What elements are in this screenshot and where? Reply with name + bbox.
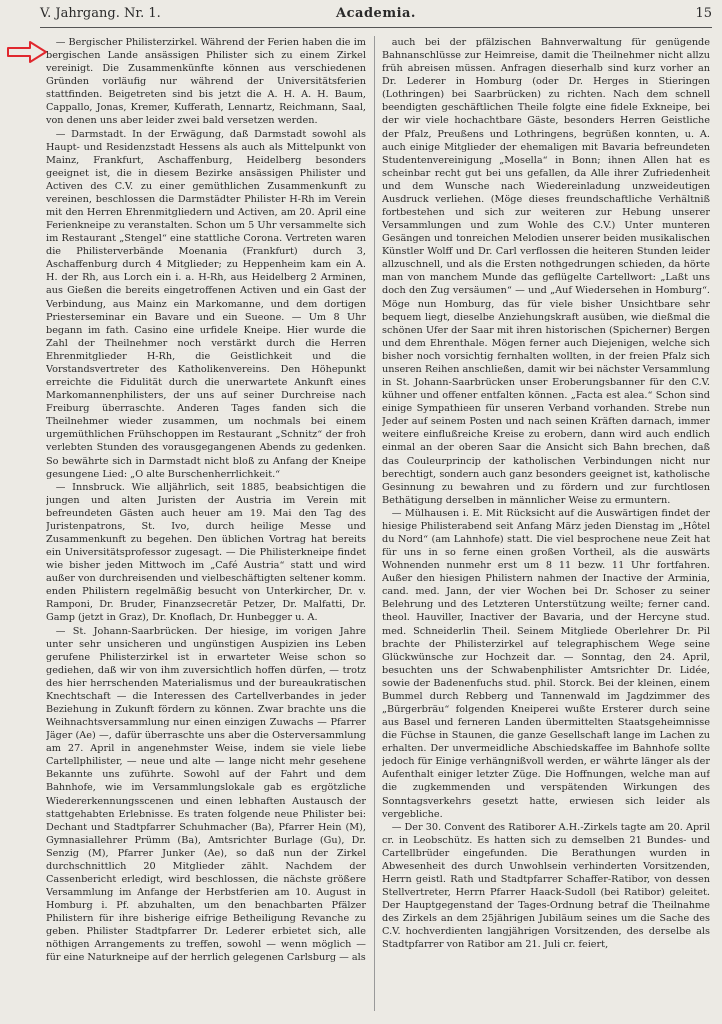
header-rule xyxy=(40,27,712,28)
article-darmstadt: — Darmstadt. In der Erwägung, daß Darmstadt sowohl als Haupt- und Residenzstadt Hessens als auch als Mittelpunkt von Mainz, Frankfurt, Aschaffenburg, Heidelberg besonders geeignet ist, die in diesem Bezirke ansässigen Philister und Activen des C.V. zu einer gemüthlichen Zusammenkunft zu vereinen, beschlossen die Darmstädter Philister H-Rh im Verein mit den Herren Ehrenmitgliedern und Activen, am 20. April eine Ferienkneipe zu veranstalten. Schon um 5 Uhr versammelte sich im Restaurant „Stengel“ eine stattliche Corona. Vertreten waren die Philisterverbände Moenania (Frankfurt) durch 3, Aschaffenburg durch 4 Mitglieder; zu Heppenheim kam ein A. H. der Rh, aus Lorch ein i. a. H-Rh, aus Heidelberg 2 Arminen, aus Gießen die bereits eingetroffenen Activen und ein Gast der Verbindung, aus Mainz ein Markomanne, und dem dortigen Priesterseminar ein Bavare und ein Sueone. — Um 8 Uhr begann im fath. Casino eine urfidele Kneipe. Hier wurde die Zahl der Theilnehmer noch verstärkt durch die Herren Ehrenmitglieder H-Rh, die Geistlichkeit und die Vorstandsvertreter des Katholikenvereins. Den Höhepunkt erreichte die Fidulität durch die unerwartete Ankunft eines Markomannenphilisters, der uns auf seiner Durchreise nach Freiburg überraschte. Anderen Tages fanden sich die Theilnehmer wieder zusammen, um nochmals bei einem urgemüthlichen Frühschoppen im Restaurant „Schnitz“ der froh verlebten Stunden des vorausgegangenen Abends zu gedenken. So bewährte sich in Darmstadt nicht bloß zu Anfang der Kneipe gesungene Lied: „O alte Burschenherrlichkeit.“ xyxy=(46,128,366,480)
volume-issue: V. Jahrgang. Nr. 1. xyxy=(40,6,161,21)
left-column xyxy=(46,36,366,1016)
page-number: 15 xyxy=(695,6,712,21)
article-ratiborer-convent: — Der 30. Convent des Ratiborer A.H.-Zirkels tagte am 20. April cr. in Leobschütz. Es hatten sich zu demselben 21 Bundes- und Cartellbrüder eingefunden. Die Berathungen wurden in Abwesenheit des durch Unwohlsein verhinderten Vorsitzenden, Herrn geistl. Rath und Stadtpfarrer Schaffer-Ratibor, von dessen Stellvertreter, Herrn Pfarrer Haack-Sudoll (bei Ratibor) geleitet. Der Hauptgegenstand der Tages-Ordnung betraf die Theilnahme des Zirkels an dem 25jährigen Jubiläum seines um die Sache des C.V. hochverdienten langjährigen Vorsitzenden, des derselbe als Stadtpfarrer von Ratibor am 21. Juli cr. feiert, xyxy=(382,821,710,951)
article-bergischer-philisterzirkel: — Bergischer Philisterzirkel. Während der Ferien haben die im bergischen Lande ansässigen Philister sich zu einem Zirkel vereinigt. Die Zusammenkünfte können aus verschiedenen Gründen vorläufig nur während der Universitätsferien stattfinden. Beigetreten sind bis jetzt die A. H. A. H. Baum, Cappallo, Jonas, Kremer, Kufferath, Lennartz, Reichmann, Saal, von denen uns aber leider zwei bald versetzen werden. xyxy=(46,37,366,127)
journal-title: Academia. xyxy=(336,6,416,21)
article-innsbruck: — Innsbruck. Wie alljährlich, seit 1885, beabsichtigen die jungen und alten Juristen der Austria im Verein mit befreundeten Gästen auch heuer am 19. Mai den Tag des Juristenpatrons, St. Ivo, durch heilige Messe und Zusammenkunft zu begehen. Den üblichen Vortrag hat bereits ein Universitätsprofessor zugesagt. — Die Philisterkneipe findet wie bisher jeden Mittwoch im „Café Austria“ statt und wird außer von durchreisenden und vielbeschäftigten seltener komm. enden Philistern regelmäßig besucht von Unterkircher, Dr. v. Ramponi, Dr. Bruder, Finanzsecretär Petzer, Dr. Malfatti, Dr. Gamp (jetzt in Graz), Dr. Knoflach, Dr. Hunbegger u. A. xyxy=(46,481,366,624)
article-saarbruecken-continued: auch bei der pfälzischen Bahnverwaltung für genügende Bahnanschlüsse zur Heimreise, damit die Theilnehmer nicht allzu früh abreisen müssen. Anfragen dieserhalb sind kurz vorher an Dr. Lederer in Homburg (oder Dr. Herges in Stieringen (Lothringen) bei Saarbrücken) zu richten. Nach dem schnell beendigten geschäftlichen Theile folgte eine fidele Exkneipe, bei der wir viele hochachtbare Gäste, besonders Herren Geistliche der Pfalz, Preußens und Lothringens, begrüßen konnten, u. A. auch einige Mitglieder der ehemaligen mit Bavaria befreundeten Studentenvereinigung „Mosella“ in Bonn; ihnen Allen hat es scheinbar recht gut bei uns gefallen, da Alle ihrer Zufriedenheit und dem Wunsche nach Wiedereinladung unzweideutigen Ausdruck verliehen. (Möge dieses freundschaftliche Verhältniß fortbestehen und sich zur weiteren zur Hebung unserer Versammlungen und zum Wohle des C.V.) Unter munteren Gesängen und tonreichen Melodien unserer beiden musikalischen Künstler Wolff und Dr. Carl verflossen die heiteren Stunden leider allzuschnell, und als die Ersten nothgedrungen schieden, da hörte man von manchem Munde das geflügelte Cartellwort: „Laßt uns doch den Zug versäumen“ — und „Auf Wiedersehen in Homburg“. Möge nun Homburg, das für viele bisher Unsichtbare sehr bequem liegt, dieselbe Anziehungskraft ausüben, wie dießmal die schönen Ufer der Saar mit ihren historischen (Spicherner) Bergen und dem Ehrenthale. Mögen ferner auch Diejenigen, welche sich bisher noch vorsichtig fernhalten wollten, in der freien Pfalz sich unseren Reihen anschließen, damit wir bei nächster Versammlung in St. Johann-Saarbrücken unser Eroberungsbanner für den C.V. kühner und offener entfalten können. „Facta est alea.“ Schon sind einige Sympathieen für unseren Verband vorhanden. Strebe nun Jeder auf seinem Posten und nach seinen Kräften darnach, immer weitere einflußreiche Kreise zu erobern, dann wird auch endlich einmal an der oberen Saar die Ansicht sich Bahn brechen, daß das Couleurprincip der katholischen Verbindungen nicht nur berechtigt, sondern auch ganz besonders geeignet ist, katholische Gesinnung zu bewahren und zu fördern und zur furchtlosen Bethätigung derselben in männlicher Weise zu ermuntern. xyxy=(382,37,710,506)
column-divider xyxy=(374,36,375,1011)
red-arrow-icon xyxy=(6,40,48,64)
right-column xyxy=(382,36,710,1016)
article-muelhausen: — Mülhausen i. E. Mit Rücksicht auf die Auswärtigen findet der hiesige Philisterabend seit Anfang März jeden Dienstag im „Hôtel du Nord“ (am Lahnhofe) statt. Die viel besprochene neue Zeit hat für uns in so ferne einen großen Vortheil, als die auswärts Wohnenden nunmehr erst um 8 11 bezw. 11 Uhr fortfahren. Außer den hiesigen Philistern nahmen der Inactive der Arminia, cand. med. Jann, der vier Wochen bei Dr. Schoser zu seiner Belehrung und des Letzteren Unterstützung weilte; ferner cand. theol. Hauviller, Inactiver der Bavaria, und der Hercyne stud. med. Schneiderlin Theil. Seinem Mitgliede Oberlehrer Dr. Pil brachte der Philisterzirkel auf telegraphischem Wege seine Glückwünsche zur Hochzeit dar. — Sonntag, den 24. April, besuchten uns der Schwabenphilister Amtsrichter Dr. Lidée, sowie der Badenenfuchs stud. phil. Storck. Bei der kleinen, einem Bummel durch Rebberg und Tannenwald im Jagdzimmer des „Bürgerbräu“ folgenden Kneiperei wußte Ersterer durch seine aus Basel und ferneren Landen übermittelten Staatsgeheimnisse die Füchse in Staunen, die ganze Gesellschaft lange im Lachen zu erhalten. Der unvermeidliche Abschiedskaffee im Bahnhofe sollte jedoch für Einige verhängnißvoll werden, er währte länger als der Aufenthalt einiger letzter Züge. Die Hoffnungen, welche man auf die zugkemmenden und verspätenden Wirkungen des Sonntagsverkehrs gesetzt hatte, erwiesen sich leider als vergebliche. xyxy=(382,507,710,820)
article-st-johann-saarbruecken: — St. Johann-Saarbrücken. Der hiesige, im vorigen Jahre unter sehr unsicheren und ungünstigen Auspizien ins Leben gerufene Philisterzirkel ist in erwarteter Weise schon so gediehen, daß wir von ihm zuversichtlich hoffen dürfen, — trotz des hier herrschenden Materialismus und der bureaukratischen Knechtschaft — die Interessen des Cartellverbandes in jeder Beziehung in Zukunft fördern zu können. Zwar brachte uns die Weihnachtsversammlung nur einen einzigen Zuwachs — Pfarrer Jäger (Ae) —, dafür überraschte uns aber die Osterversammlung am 27. April in angenehmster Weise, indem sie viele liebe Cartellphilister, — neue und alte — lange nicht mehr gesehene Bekannte uns zuführte. Sowohl auf der Fahrt und dem Bahnhofe, wie im Versammlungslokale gab es ergötzliche Wiedererkennungsscenen und einen lebhaften Austausch der stattgehabten Erlebnisse. Es traten folgende neue Philister bei: Dechant und Stadtpfarrer Schuhmacher (Ba), Pfarrer Hein (M), Gymnasiallehrer Prümm (Ba), Amtsrichter Burlage (Gu), Dr. Senzig (M), Pfarrer Junker (Ae), so daß nun der Zirkel durchschnittlich 20 Mitglieder zählt. Nachdem der Cassenbericht erledigt, wird beschlossen, die nächste größere Versammlung im Anfange der Herbstferien am 10. August in Homburg i. Pf. abzuhalten, um den benachbarten Pfälzer Philistern für ihre bisherige eifrige Betheiligung Revanche zu geben. Philister Stadtpfarrer Dr. Lederer erbietet sich, alle nöthigen Arrangements zu treffen, sowohl — wenn möglich — für eine Naturkneipe auf der herrlich gelegenen Carlsburg — als xyxy=(46,625,366,964)
page-header xyxy=(40,4,712,24)
